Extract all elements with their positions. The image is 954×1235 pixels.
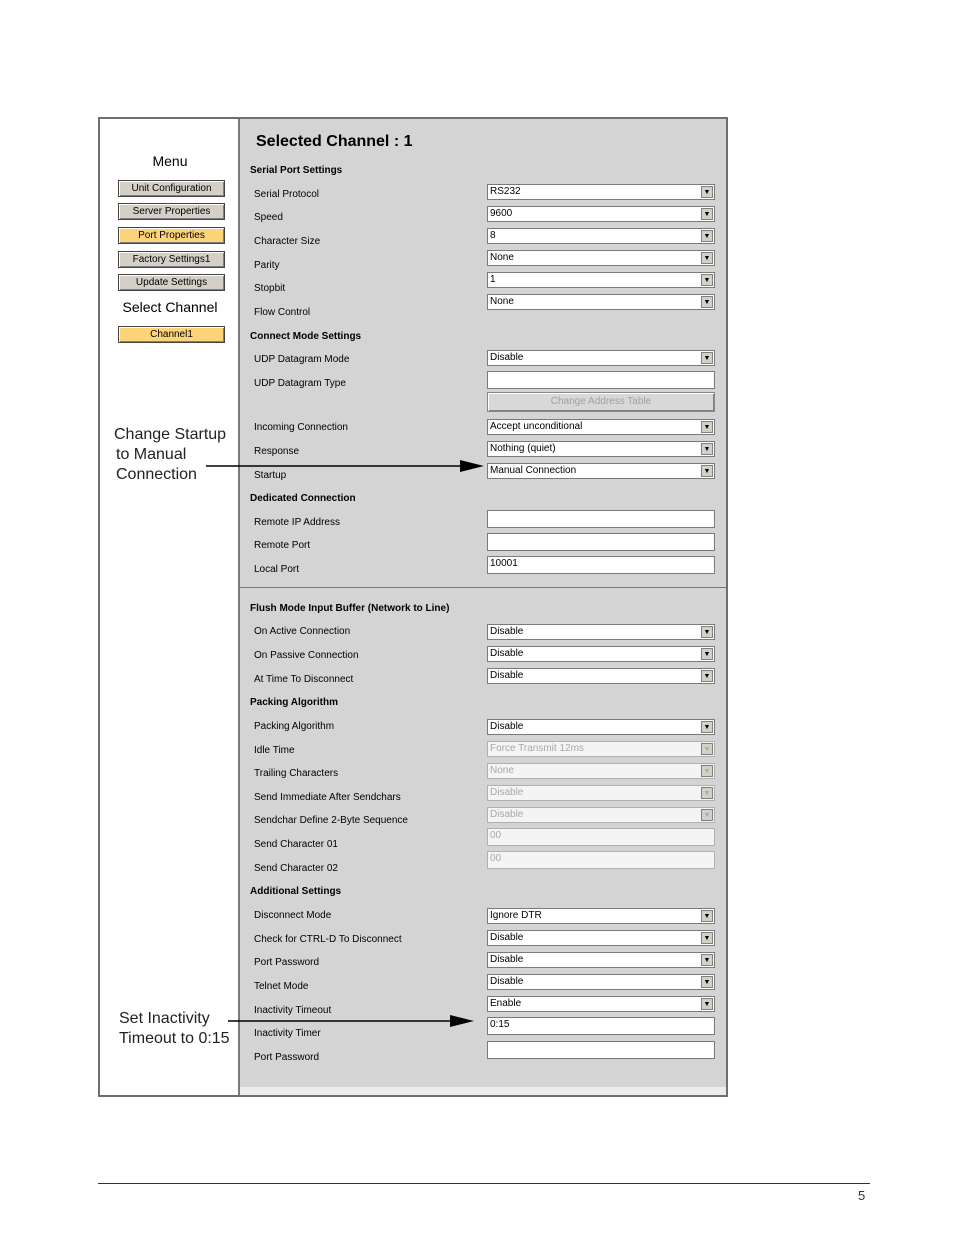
select-channel-title: Select Channel (122, 299, 218, 315)
dropdown-arrow-icon: ▼ (701, 626, 713, 638)
callout-startup-line2: to Manual (116, 446, 187, 463)
value: Nothing (quiet) (490, 443, 556, 454)
dropdown-arrow-icon: ▼ (701, 765, 713, 777)
section-flush-mode: Flush Mode Input Buffer (Network to Line) (250, 603, 450, 614)
dropdown-arrow-icon: ▼ (701, 465, 713, 477)
dropdown-arrow-icon: ▼ (701, 910, 713, 922)
label-character-size: Character Size (254, 236, 321, 247)
value: Ignore DTR (490, 910, 542, 921)
label-remote-ip: Remote IP Address (254, 517, 340, 528)
dropdown-arrow-icon: ▼ (701, 743, 713, 755)
value: Disable (490, 932, 524, 943)
dropdown-arrow-icon: ▼ (701, 252, 713, 264)
factory-settings-button[interactable]: Factory Settings1 (118, 251, 225, 268)
label-incoming-connection: Incoming Connection (254, 422, 348, 433)
dropdown-arrow-icon: ▼ (701, 208, 713, 220)
value: None (490, 296, 514, 307)
label-udp-datagram-type: UDP Datagram Type (254, 378, 346, 389)
page-number: 5 (858, 1188, 866, 1203)
footer-rule (98, 1183, 870, 1184)
value: Disable (490, 976, 524, 987)
dropdown-arrow-icon: ▼ (701, 230, 713, 242)
label-idle-time: Idle Time (254, 745, 295, 756)
dropdown-arrow-icon: ▼ (701, 443, 713, 455)
value: Disable (490, 954, 524, 965)
dropdown-arrow-icon: ▼ (701, 421, 713, 433)
label-sendchar-define: Sendchar Define 2-Byte Sequence (254, 815, 408, 826)
value: Disable (490, 626, 524, 637)
inactivity-timer-input[interactable]: 0:15 (487, 1017, 715, 1035)
label-at-time-to-disconnect: At Time To Disconnect (254, 674, 354, 685)
dropdown-arrow-icon: ▼ (701, 998, 713, 1010)
label-check-ctrl-d: Check for CTRL-D To Disconnect (254, 934, 402, 945)
dropdown-arrow-icon: ▼ (701, 274, 713, 286)
dropdown-arrow-icon: ▼ (701, 352, 713, 364)
value: Force Transmit 12ms (490, 743, 584, 754)
value: Disable (490, 809, 524, 820)
value: Disable (490, 648, 524, 659)
dropdown-arrow-icon: ▼ (701, 186, 713, 198)
label-local-port: Local Port (254, 564, 300, 575)
label-inactivity-timer: Inactivity Timer (254, 1028, 321, 1039)
label-trailing-characters: Trailing Characters (254, 768, 339, 779)
value: Enable (490, 998, 522, 1009)
label-disconnect-mode: Disconnect Mode (254, 910, 332, 921)
label-speed: Speed (254, 212, 283, 223)
value: RS232 (490, 186, 521, 197)
section-serial-port-settings: Serial Port Settings (250, 165, 343, 176)
label-send-character-01: Send Character 01 (254, 839, 338, 850)
label-on-passive-connection: On Passive Connection (254, 650, 359, 661)
inactivity-arrow-icon (228, 1015, 474, 1027)
label-packing-algorithm: Packing Algorithm (254, 721, 335, 732)
section-additional-settings: Additional Settings (250, 886, 342, 897)
label-parity: Parity (254, 260, 280, 271)
section-connect-mode-settings: Connect Mode Settings (250, 331, 362, 342)
value: 9600 (490, 208, 513, 219)
label-port-password-2: Port Password (254, 1052, 320, 1063)
channel1-button[interactable]: Channel1 (118, 326, 225, 343)
label-response: Response (254, 446, 300, 457)
menu-title: Menu (152, 153, 188, 169)
label-stopbit: Stopbit (254, 283, 286, 294)
value: Manual Connection (490, 465, 577, 476)
dropdown-arrow-icon: ▼ (701, 932, 713, 944)
dropdown-arrow-icon: ▼ (701, 670, 713, 682)
label-startup: Startup (254, 470, 287, 481)
value: Accept unconditional (490, 421, 583, 432)
label-send-immediate: Send Immediate After Sendchars (254, 792, 401, 803)
server-properties-button[interactable]: Server Properties (118, 203, 225, 220)
section-dedicated-connection: Dedicated Connection (250, 493, 356, 504)
update-settings-button[interactable]: Update Settings (118, 274, 225, 291)
label-inactivity-timeout: Inactivity Timeout (254, 1005, 332, 1016)
callout-startup-line3: Connection (116, 466, 197, 483)
label-telnet-mode: Telnet Mode (254, 981, 309, 992)
value: 8 (490, 230, 496, 241)
dropdown-arrow-icon: ▼ (701, 976, 713, 988)
label-send-character-02: Send Character 02 (254, 863, 338, 874)
callout-inactivity-line1: Set Inactivity (119, 1010, 210, 1027)
section-packing-algorithm: Packing Algorithm (250, 697, 338, 708)
value: 1 (490, 274, 496, 285)
label-udp-datagram-mode: UDP Datagram Mode (254, 354, 350, 365)
port-properties-button[interactable]: Port Properties (118, 227, 225, 244)
label-flow-control: Flow Control (254, 307, 311, 318)
value: None (490, 252, 514, 263)
label-on-active-connection: On Active Connection (254, 626, 351, 637)
label-serial-protocol: Serial Protocol (254, 189, 320, 200)
value: Disable (490, 670, 524, 681)
dropdown-arrow-icon: ▼ (701, 954, 713, 966)
label-port-password: Port Password (254, 957, 320, 968)
label-remote-port: Remote Port (254, 540, 311, 551)
callout-startup-line1: Change Startup (114, 426, 227, 443)
dropdown-arrow-icon: ▼ (701, 787, 713, 799)
value: Disable (490, 721, 524, 732)
value: Disable (490, 352, 524, 363)
dropdown-arrow-icon: ▼ (701, 296, 713, 308)
dropdown-arrow-icon: ▼ (701, 809, 713, 821)
local-port-input[interactable]: 10001 (487, 556, 715, 574)
value: Disable (490, 787, 524, 798)
dropdown-arrow-icon: ▼ (701, 648, 713, 660)
value: None (490, 765, 514, 776)
send-character-02-input[interactable]: 00 (487, 851, 715, 869)
unit-configuration-button[interactable]: Unit Configuration (118, 180, 225, 197)
startup-arrow-icon (206, 460, 484, 472)
send-character-01-input[interactable]: 00 (487, 828, 715, 846)
change-address-table-button[interactable]: Change Address Table (487, 392, 715, 412)
page-title: Selected Channel : 1 (256, 133, 413, 150)
dropdown-arrow-icon: ▼ (701, 721, 713, 733)
callout-inactivity-line2: Timeout to 0:15 (119, 1030, 230, 1047)
